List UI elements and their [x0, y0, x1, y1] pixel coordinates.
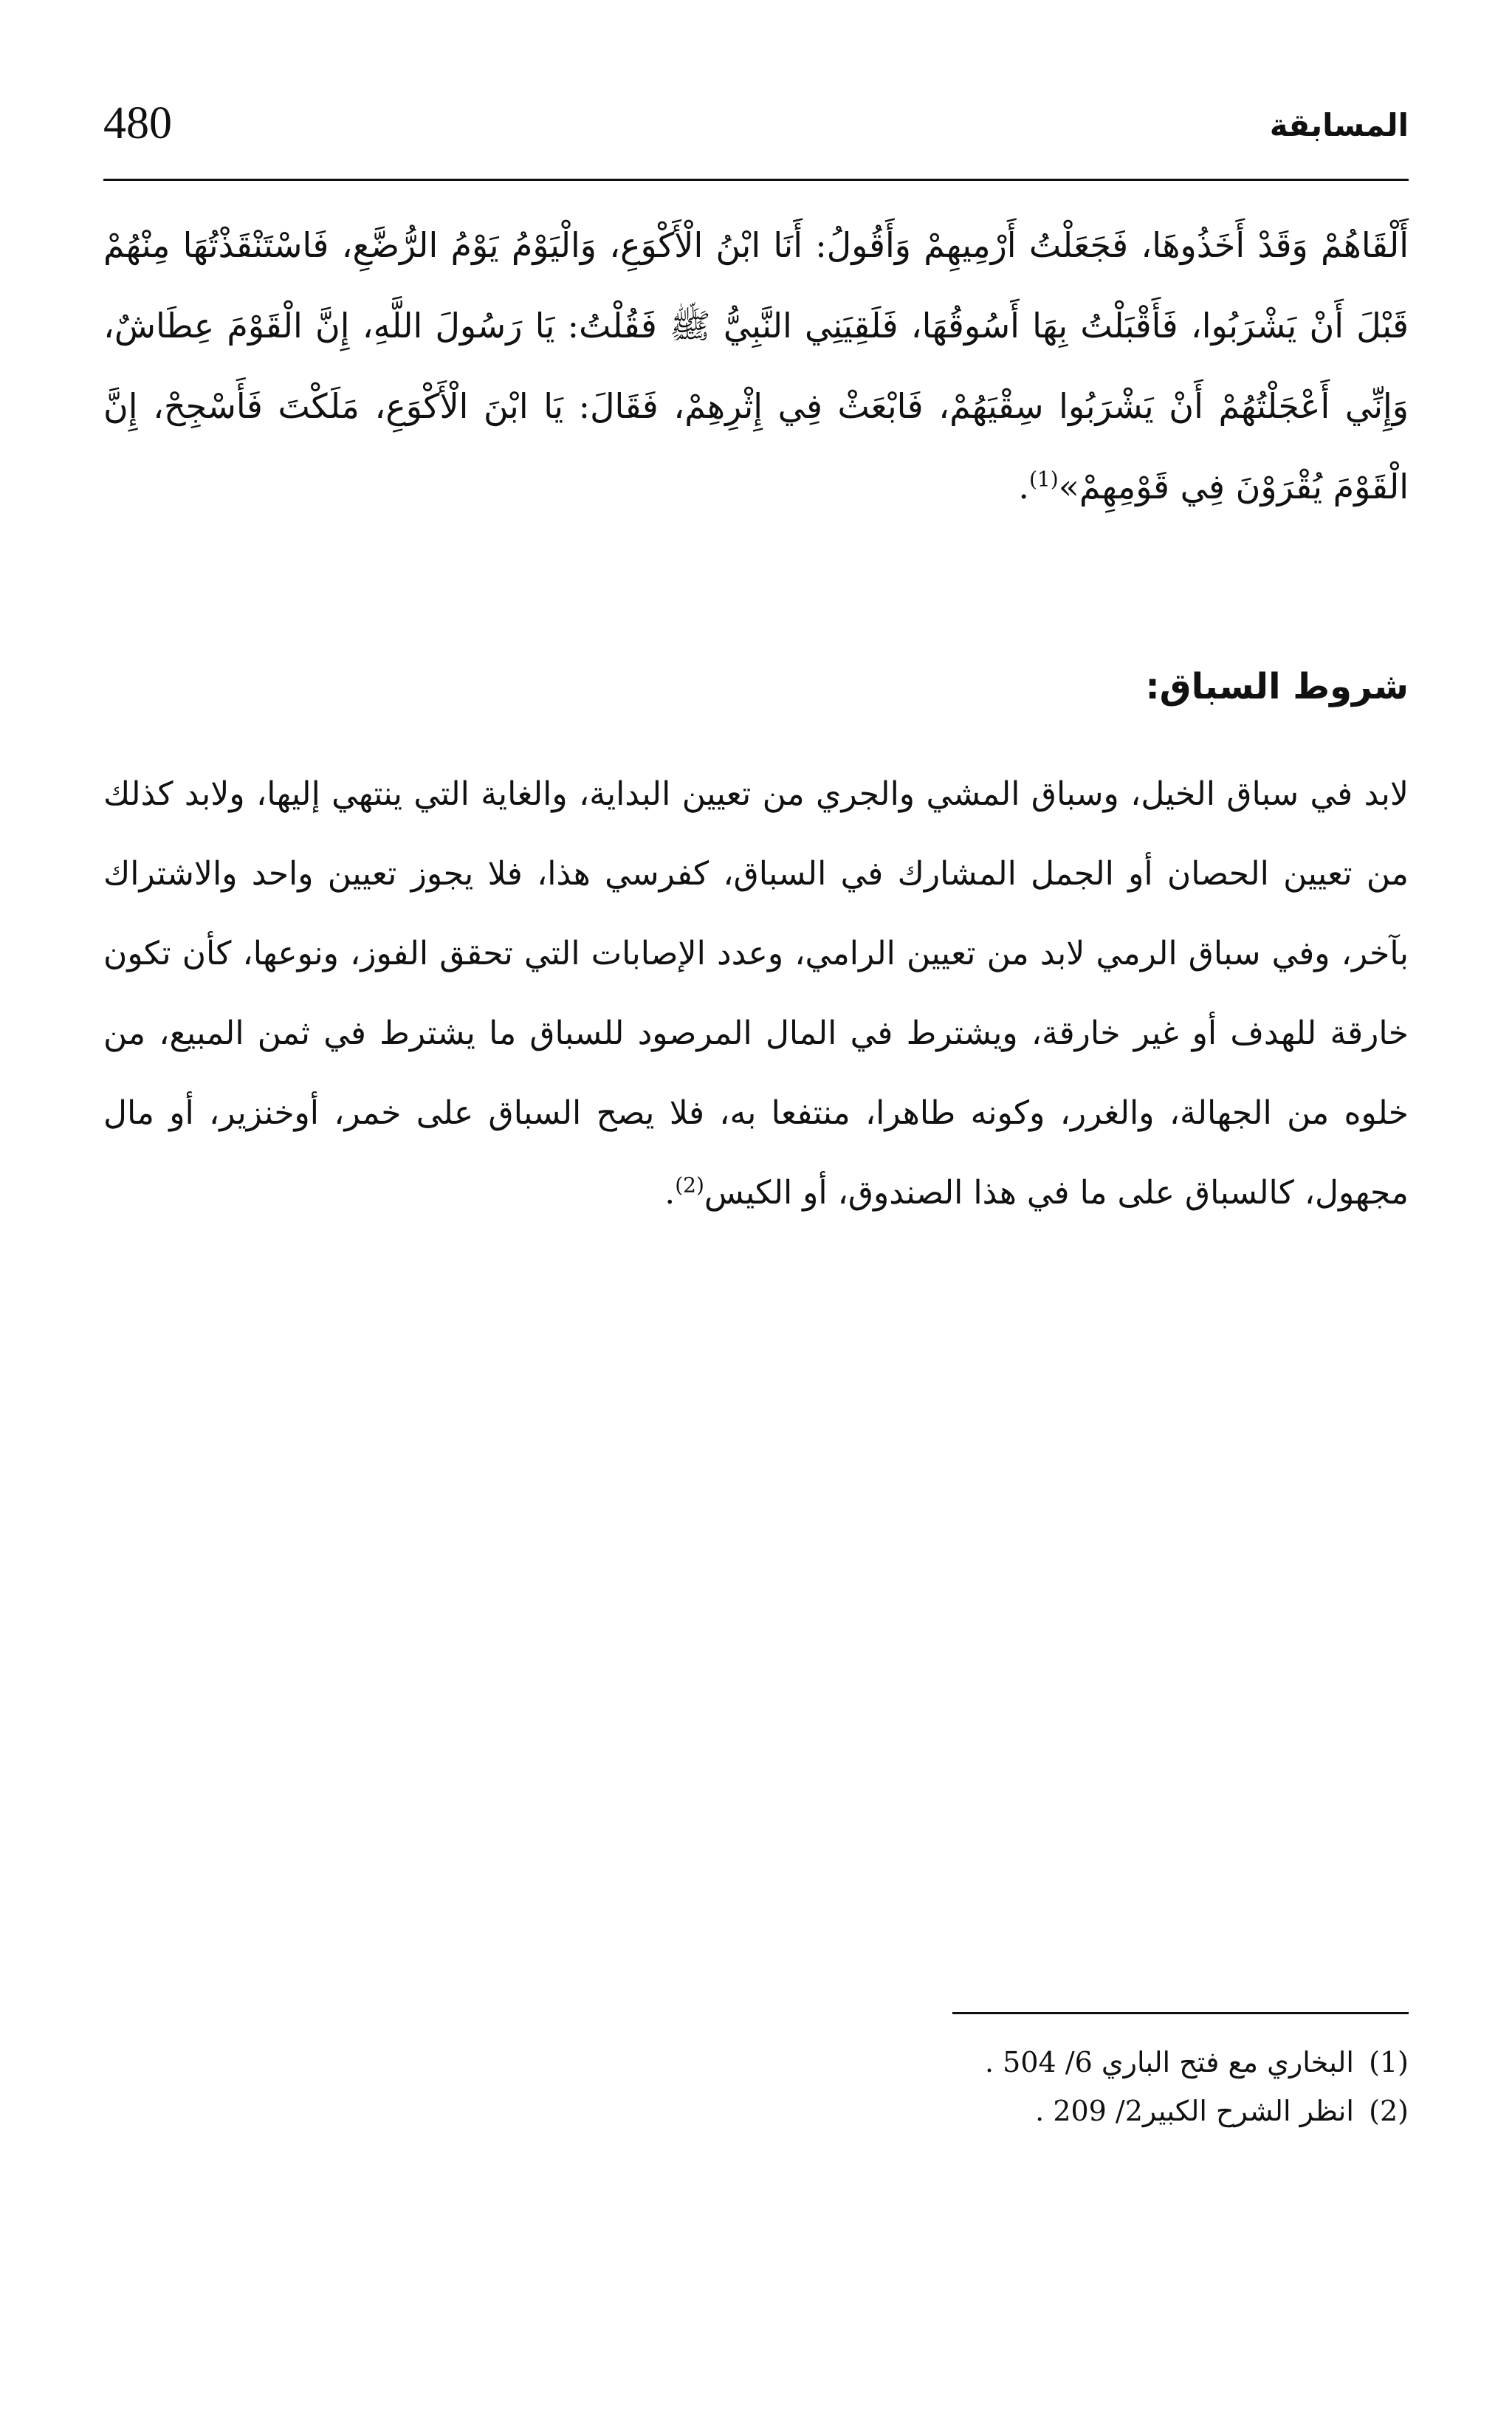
footnote-1-text: البخاري مع فتح الباري 6/ 504 .	[984, 2046, 1354, 2078]
quote-end-punctuation: .	[1018, 467, 1029, 507]
running-title: المسابقة	[1269, 107, 1409, 143]
section-body-text: لابد في سباق الخيل، وسباق المشي والجري من تعيين البداية، والغاية التي ينتهي إليها، ولابد كذلك من تعيين الحصان أو الجمل المشارك في السباق، كفرسي هذا، فلا يجوز تعيين واحد والاشتراك بآخر، وفي سباق الرمي لابد من تعيين الرامي، وعدد الإصابات التي تحقق الفوز، ونوعها، كأن تكون خارقة للهدف أو غير خارقة، ويشترط في المال المرصود للسباق ما يشترط في ثمن المبيع، من خلوه من الجهالة، والغرر، وكونه طاهرا، منتفعا به، فلا يصح السباق على خمر، أوخنزير، أو مال مجهول، كالسباق على ما في هذا الصندوق، أو الكيس	[103, 775, 1409, 1212]
footnote-ref-1: (1)	[1028, 467, 1059, 492]
footnote-2-text: انظر الشرح الكبير2/ 209 .	[1035, 2095, 1354, 2127]
footnote-1-number: (1)	[1369, 2046, 1409, 2078]
footnote-2-number: (2)	[1369, 2095, 1409, 2127]
header-rule	[103, 179, 1409, 181]
hadith-quote-text: أَلْقَاهُمْ وَقَدْ أَخَذُوهَا، فَجَعَلْتُ أَرْمِيهِمْ وَأَقُولُ: أَنَا ابْنُ الْأَكْوَعِ، وَالْيَوْمُ يَوْمُ الرُّضَّعِ، فَاسْتَنْقَذْتُهَا مِنْهُمْ قَبْلَ أَنْ يَشْرَبُوا، فَأَقْبَلْتُ بِهَا أَسُوقُهَا، فَلَقِيَنِي النَّبِيُّ ﷺ فَقُلْتُ: يَا رَسُولَ اللَّهِ، إِنَّ الْقَوْمَ عِطَاشٌ، وَإِنِّي أَعْجَلْتُهُمْ أَنْ يَشْرَبُوا سِقْيَهُمْ، فَابْعَثْ فِي إِثْرِهِمْ، فَقَالَ: يَا ابْنَ الْأَكْوَعِ، مَلَكْتَ فَأَسْجِحْ، إِنَّ الْقَوْمَ يُقْرَوْنَ فِي قَوْمِهِمْ»	[103, 225, 1409, 507]
body-end-punctuation: .	[664, 1174, 676, 1212]
footnote-rule	[952, 2012, 1409, 2014]
footnote-ref-2: (2)	[675, 1173, 704, 1198]
section-heading: شروط السباق:	[1145, 666, 1409, 707]
footnote-2	[103, 2087, 1409, 2135]
footnotes	[103, 2038, 1409, 2135]
footnote-1	[103, 2038, 1409, 2087]
page-header	[103, 97, 1409, 164]
section-body-paragraph	[103, 755, 1409, 1233]
hadith-quote-paragraph	[103, 205, 1409, 527]
page-number: 480	[103, 98, 172, 148]
